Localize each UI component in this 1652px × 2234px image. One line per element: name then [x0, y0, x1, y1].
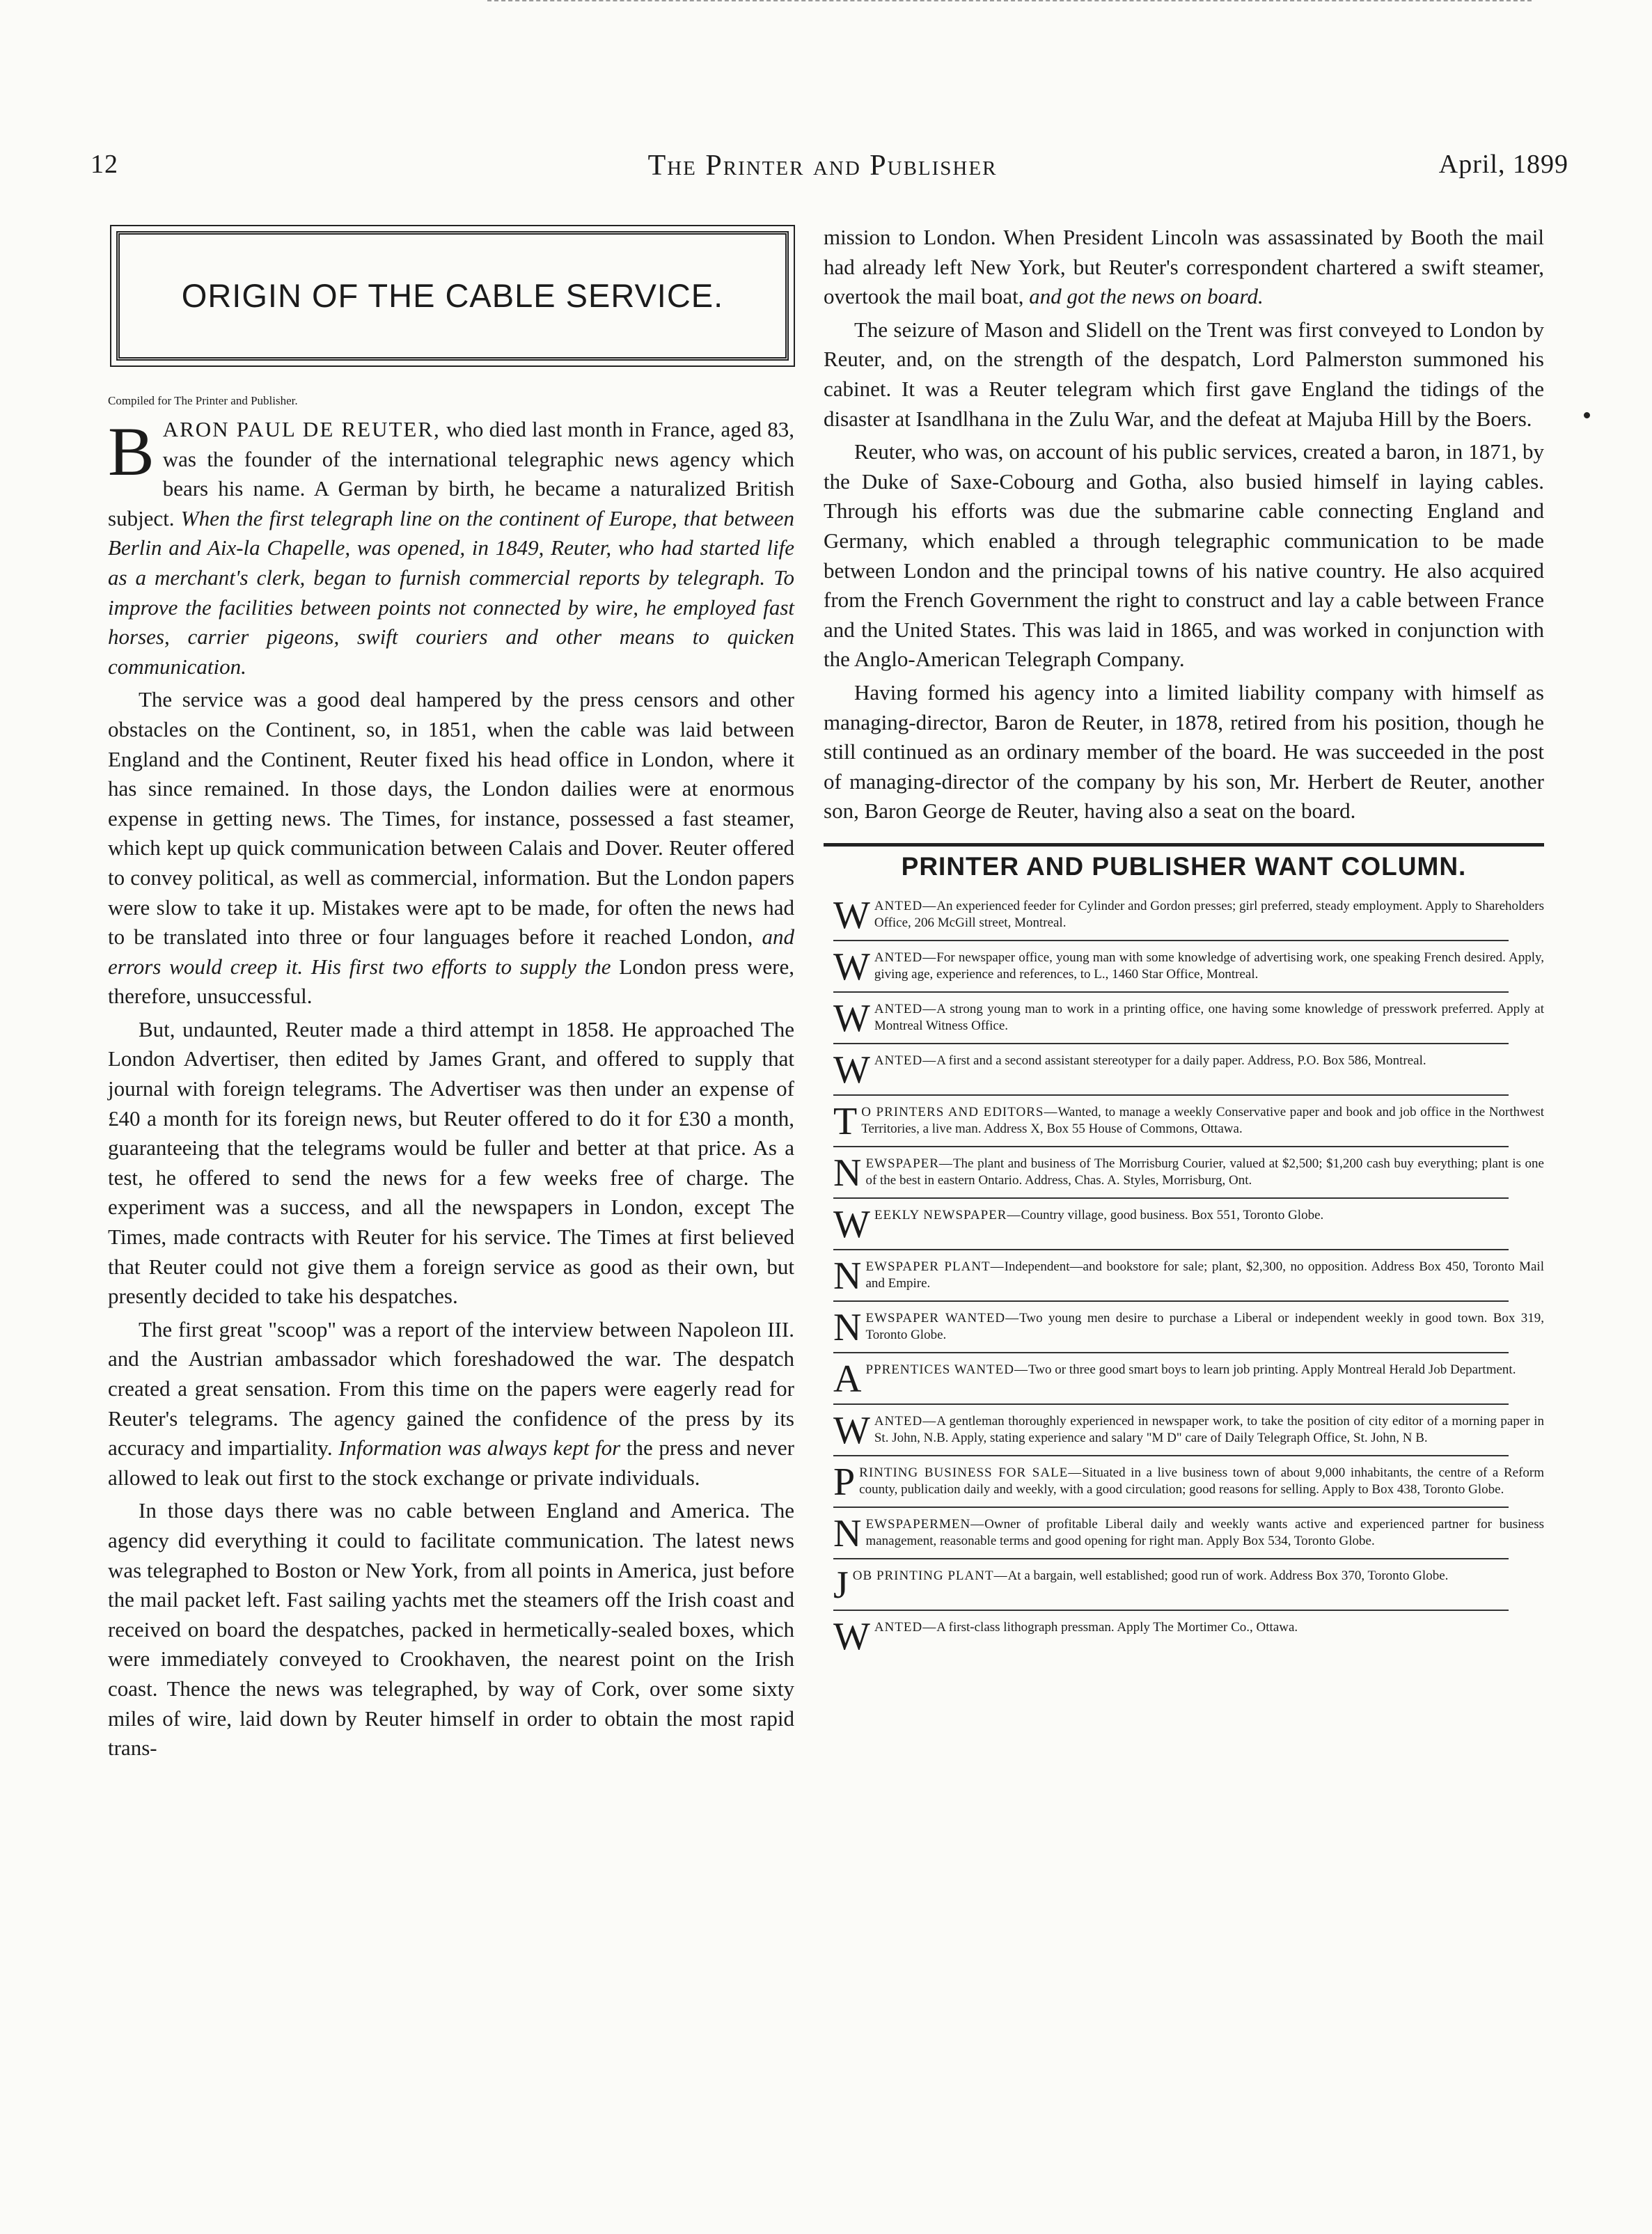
- ad-initial: N: [833, 1306, 862, 1350]
- want-column-heading: PRINTER AND PUBLISHER WANT COLUMN.: [901, 851, 1467, 881]
- want-ad: [833, 1512, 1544, 1556]
- left-column: [108, 223, 794, 1767]
- ad-separator: [833, 1094, 1509, 1096]
- paragraph-5-continued: mission to London. When President Lincoln was assassinated by Booth the mail had already left New York, but Reuter's correspondent chartered a swift steamer, overtook the mail boat, and got the news on board.: [824, 225, 1544, 309]
- running-head: [77, 149, 1568, 191]
- top-edge-marks: [487, 0, 1532, 11]
- ad-initial: W: [833, 894, 870, 938]
- ad-text: At a bargain, well established; good run of work. Address Box 370, Toronto Globe.: [1007, 1568, 1449, 1584]
- ad-text: For newspaper office, young man with some knowledge of advertising work, one speaking French desired. Apply, giving age, experience and references, to L., 1460 Star Office, Montreal.: [874, 950, 1544, 982]
- ad-lead: ANTED—: [874, 1053, 937, 1069]
- want-ad: [833, 1254, 1544, 1298]
- ad-lead: ANTED—: [874, 1414, 937, 1429]
- ad-separator: [833, 1146, 1509, 1147]
- article-credit: Compiled for The Printer and Publisher.: [108, 394, 298, 407]
- ad-separator: [833, 1197, 1509, 1199]
- want-ad: [833, 1358, 1544, 1401]
- ad-separator: [833, 1043, 1509, 1044]
- want-ad: [833, 1048, 1544, 1092]
- ad-initial: W: [833, 1409, 870, 1453]
- ad-lead: OB PRINTING PLANT—: [852, 1568, 1008, 1584]
- ad-lead: ANTED—: [874, 899, 937, 914]
- ad-separator: [833, 991, 1509, 993]
- ad-initial: W: [833, 945, 870, 989]
- ad-initial: T: [833, 1100, 858, 1144]
- want-ad: [833, 1461, 1544, 1504]
- ad-text: The plant and business of The Morrisburg Courier, valued at $2,500; $1,200 cash buy everything; plant is one of the best in eastern Ontario. Address, Chas. A. Styles, Morrisburg, Ont.: [865, 1156, 1544, 1188]
- ad-text: A first and a second assistant stereotyper for a daily paper. Address, P.O. Box 586, Montreal.: [936, 1053, 1426, 1069]
- margin-dot: [1584, 412, 1590, 418]
- ad-lead: ANTED—: [874, 1002, 937, 1017]
- ad-lead: RINTING BUSINESS FOR SALE—: [859, 1465, 1083, 1481]
- ad-separator: [833, 940, 1509, 941]
- ad-initial: W: [833, 1048, 870, 1092]
- want-ad: [833, 1615, 1544, 1659]
- ad-lead: EEKLY NEWSPAPER—: [874, 1208, 1021, 1223]
- ad-initial: W: [833, 997, 870, 1041]
- page-number: 12: [91, 150, 118, 179]
- paragraph-7: Reuter, who was, on account of his public services, created a baron, in 1871, by the Duke of Saxe-Cobourg and Gotha, also busied himself in laying cables. Through his efforts was due the submarine cable connecting England and Germany, which enabled a through telegraphic communication to be made between London and the principal towns of his native country. He also acquired from the French Government the right to construct and lay a cable between France and the United States. This was laid in 1865, and was worked in conjunction with the Anglo-American Telegraph Company.: [824, 439, 1544, 672]
- ad-separator: [833, 1403, 1509, 1405]
- ad-lead: O PRINTERS AND EDITORS—: [861, 1105, 1058, 1120]
- ad-text: Independent—and bookstore for sale; plant, $2,300, no opposition. Address Box 450, Toronto Mail and Empire.: [865, 1259, 1544, 1291]
- paragraph-2: The service was a good deal hampered by the press censors and other obstacles on the Continent, so, in 1851, when the cable was laid between England and the Continent, Reuter fixed his head office in London, where it has since remained. In those days, the London dailies were at enormous expense in getting news. The Times, for instance, possessed a fast steamer, which kept up quick communication between Calais and Dover. Reuter offered to convey political, as well as commercial, information. But the London papers were slow to take it up. Mistakes were apt to be made, for often the news had to be translated into three or four languages before it reached London, and errors would creep it. His first two efforts to supply the London press were, therefore, unsuccessful.: [108, 687, 794, 1009]
- ad-text: An experienced feeder for Cylinder and Gordon presses; girl preferred, steady employment. Apply to Shareholders Office, 206 McGill street, Montreal.: [874, 899, 1544, 931]
- ad-initial: W: [833, 1203, 870, 1247]
- ad-lead: EWSPAPERMEN—: [865, 1517, 985, 1532]
- ad-initial: J: [833, 1564, 849, 1607]
- ad-initial: N: [833, 1512, 862, 1556]
- ad-text: Country village, good business. Box 551, Toronto Globe.: [1021, 1208, 1324, 1223]
- want-ad: [833, 1100, 1544, 1144]
- ad-text: Wanted, to manage a weekly Conservative paper and book and job office in the Northwest Territories, a live man. Address X, Box 55 House of Commons, Ottawa.: [861, 1105, 1544, 1137]
- ad-initial: N: [833, 1254, 862, 1298]
- drop-cap: B: [108, 413, 155, 490]
- ad-separator: [833, 1610, 1509, 1611]
- ad-initial: W: [833, 1615, 870, 1659]
- want-ad: [833, 1151, 1544, 1195]
- ad-text: Situated in a live business town of about 9,000 inhabitants, the centre of a Reform county, publication daily and weekly, with a good circulation; good reasons for selling. Apply to Box 438, Toronto Globe.: [859, 1465, 1544, 1497]
- ad-lead: EWSPAPER—: [865, 1156, 953, 1172]
- issue-date: April, 1899: [1438, 150, 1568, 179]
- want-ad: [833, 1306, 1544, 1350]
- article-title: ORIGIN OF THE CABLE SERVICE.: [181, 276, 724, 314]
- ad-initial: N: [833, 1151, 862, 1195]
- paragraph-8: Having formed his agency into a limited liability company with himself as managing-director, Baron de Reuter, in 1878, retired from his position, though he still continued as an ordinary member of the board. He was succeeded in the post of managing-director of the company by his son, Mr. Herbert de Reuter, another son, Baron George de Reuter, having also a seat on the board.: [824, 679, 1544, 824]
- ad-text: Two or three good smart boys to learn job printing. Apply Montreal Herald Job Department.: [1028, 1362, 1516, 1378]
- ad-text: Owner of profitable Liberal daily and weekly wants active and experienced partner for business management, reasonable terms and good opening for right man. Apply Box 534, Toronto Globe.: [865, 1517, 1544, 1549]
- ad-separator: [833, 1249, 1509, 1250]
- ad-text: Two young men desire to purchase a Liberal or independent weekly in good town. Box 319, Toronto Globe.: [865, 1311, 1544, 1343]
- paragraph-6: The seizure of Mason and Slidell on the Trent was first conveyed to London by Reuter, and, on the strength of the despatch, Lord Palmerston summoned his cabinet. It was a Reuter telegram which first gave England the tidings of the disaster at Isandlhana in the Zulu War, and the defeat at Majuba Hill by the Boers.: [824, 317, 1544, 431]
- want-ad: [833, 945, 1544, 989]
- ad-separator: [833, 1455, 1509, 1456]
- ad-separator: [833, 1300, 1509, 1302]
- ad-text: A strong young man to work in a printing office, one having some knowledge of presswork preferred. Apply at Montreal Witness Office.: [874, 1002, 1544, 1034]
- want-ad: [833, 894, 1544, 938]
- ad-text: A first-class lithograph pressman. Apply The Mortimer Co., Ottawa.: [936, 1620, 1298, 1635]
- right-column: [824, 223, 1544, 1661]
- ad-lead: EWSPAPER PLANT—: [865, 1259, 1005, 1275]
- ad-text: A gentleman thoroughly experienced in newspaper work, to take the position of city editor of a morning paper in St. John, N.B. Apply, stating experience and salary "M D" care of Daily Telegraph Office, St. John, N B.: [874, 1414, 1544, 1446]
- ad-initial: P: [833, 1461, 856, 1504]
- article-title-box: [116, 231, 789, 361]
- want-ad: [833, 1203, 1544, 1247]
- ad-separator: [833, 1352, 1509, 1353]
- want-ads-list: [824, 894, 1544, 1659]
- ad-lead: ANTED—: [874, 1620, 937, 1635]
- ad-separator: [833, 1507, 1509, 1508]
- paragraph-1: BARON PAUL DE REUTER, who died last month in France, aged 83, was the founder of the international telegraphic news agency which bears his name. A German by birth, he became a naturalized British subject. When the first telegraph line on the continent of Europe, that between Berlin and Aix-la Chapelle, was opened, in 1849, Reuter, who had started life as a merchant's clerk, began to furnish commercial reports by telegraph. To improve the facilities between points not connected by wire, he employed fast horses, carrier pigeons, swift couriers and other means to quicken communication.: [108, 413, 794, 679]
- want-ad: [833, 1564, 1544, 1607]
- want-column-rule: [824, 843, 1544, 847]
- want-ad: [833, 1409, 1544, 1453]
- paragraph-5: In those days there was no cable between England and America. The agency did everything it could to facilitate communication. The latest news was telegraphed to Boston or New York, from all points in America, just before the mail packet left. Fast sailing yachts met the steamers off the Irish coast and received on board the despatches, packed in hermetically-sealed boxes, which were immediately conveyed to Crookhaven, the nearest point on the Irish coast. Thence the news was telegraphed, by way of Cork, over some sixty miles of wire, laid down by Reuter himself in order to obtain the most rapid trans-: [108, 1498, 794, 1761]
- paragraph-3: But, undaunted, Reuter made a third attempt in 1858. He approached The London Advertiser, then edited by James Grant, and offered to supply that journal with foreign telegrams. The Advertiser was then under an expense of £40 a month for its foreign news, but Reuter offered to do it for £30 a month, guaranteeing that the telegrams would be fuller and better at that price. As a test, he offered to send the news for a few weeks free of charge. The experiment was a success, and all the newspapers in London, except The Times, made contracts with Reuter for his service. The Times at first believed that Reuter could not give them a foreign service as good as their own, but presently decided to take his despatches.: [108, 1016, 794, 1309]
- ad-lead: EWSPAPER WANTED—: [865, 1311, 1020, 1326]
- ad-separator: [833, 1558, 1509, 1559]
- want-ad: [833, 997, 1544, 1041]
- ad-lead: PPRENTICES WANTED—: [865, 1362, 1028, 1378]
- ad-initial: A: [833, 1358, 862, 1401]
- ad-lead: ANTED—: [874, 950, 937, 966]
- paragraph-4: The first great "scoop" was a report of the interview between Napoleon III. and the Austrian ambassador which foreshadowed the war. The despatch created a great sensation. From this time on the papers were eagerly read for Reuter's telegrams. The agency gained the confidence of the press by its accuracy and impartiality. Information was always kept for the press and never allowed to leak out first to the stock exchange or private individuals.: [108, 1316, 795, 1490]
- publication-title: The Printer and Publisher: [647, 150, 998, 182]
